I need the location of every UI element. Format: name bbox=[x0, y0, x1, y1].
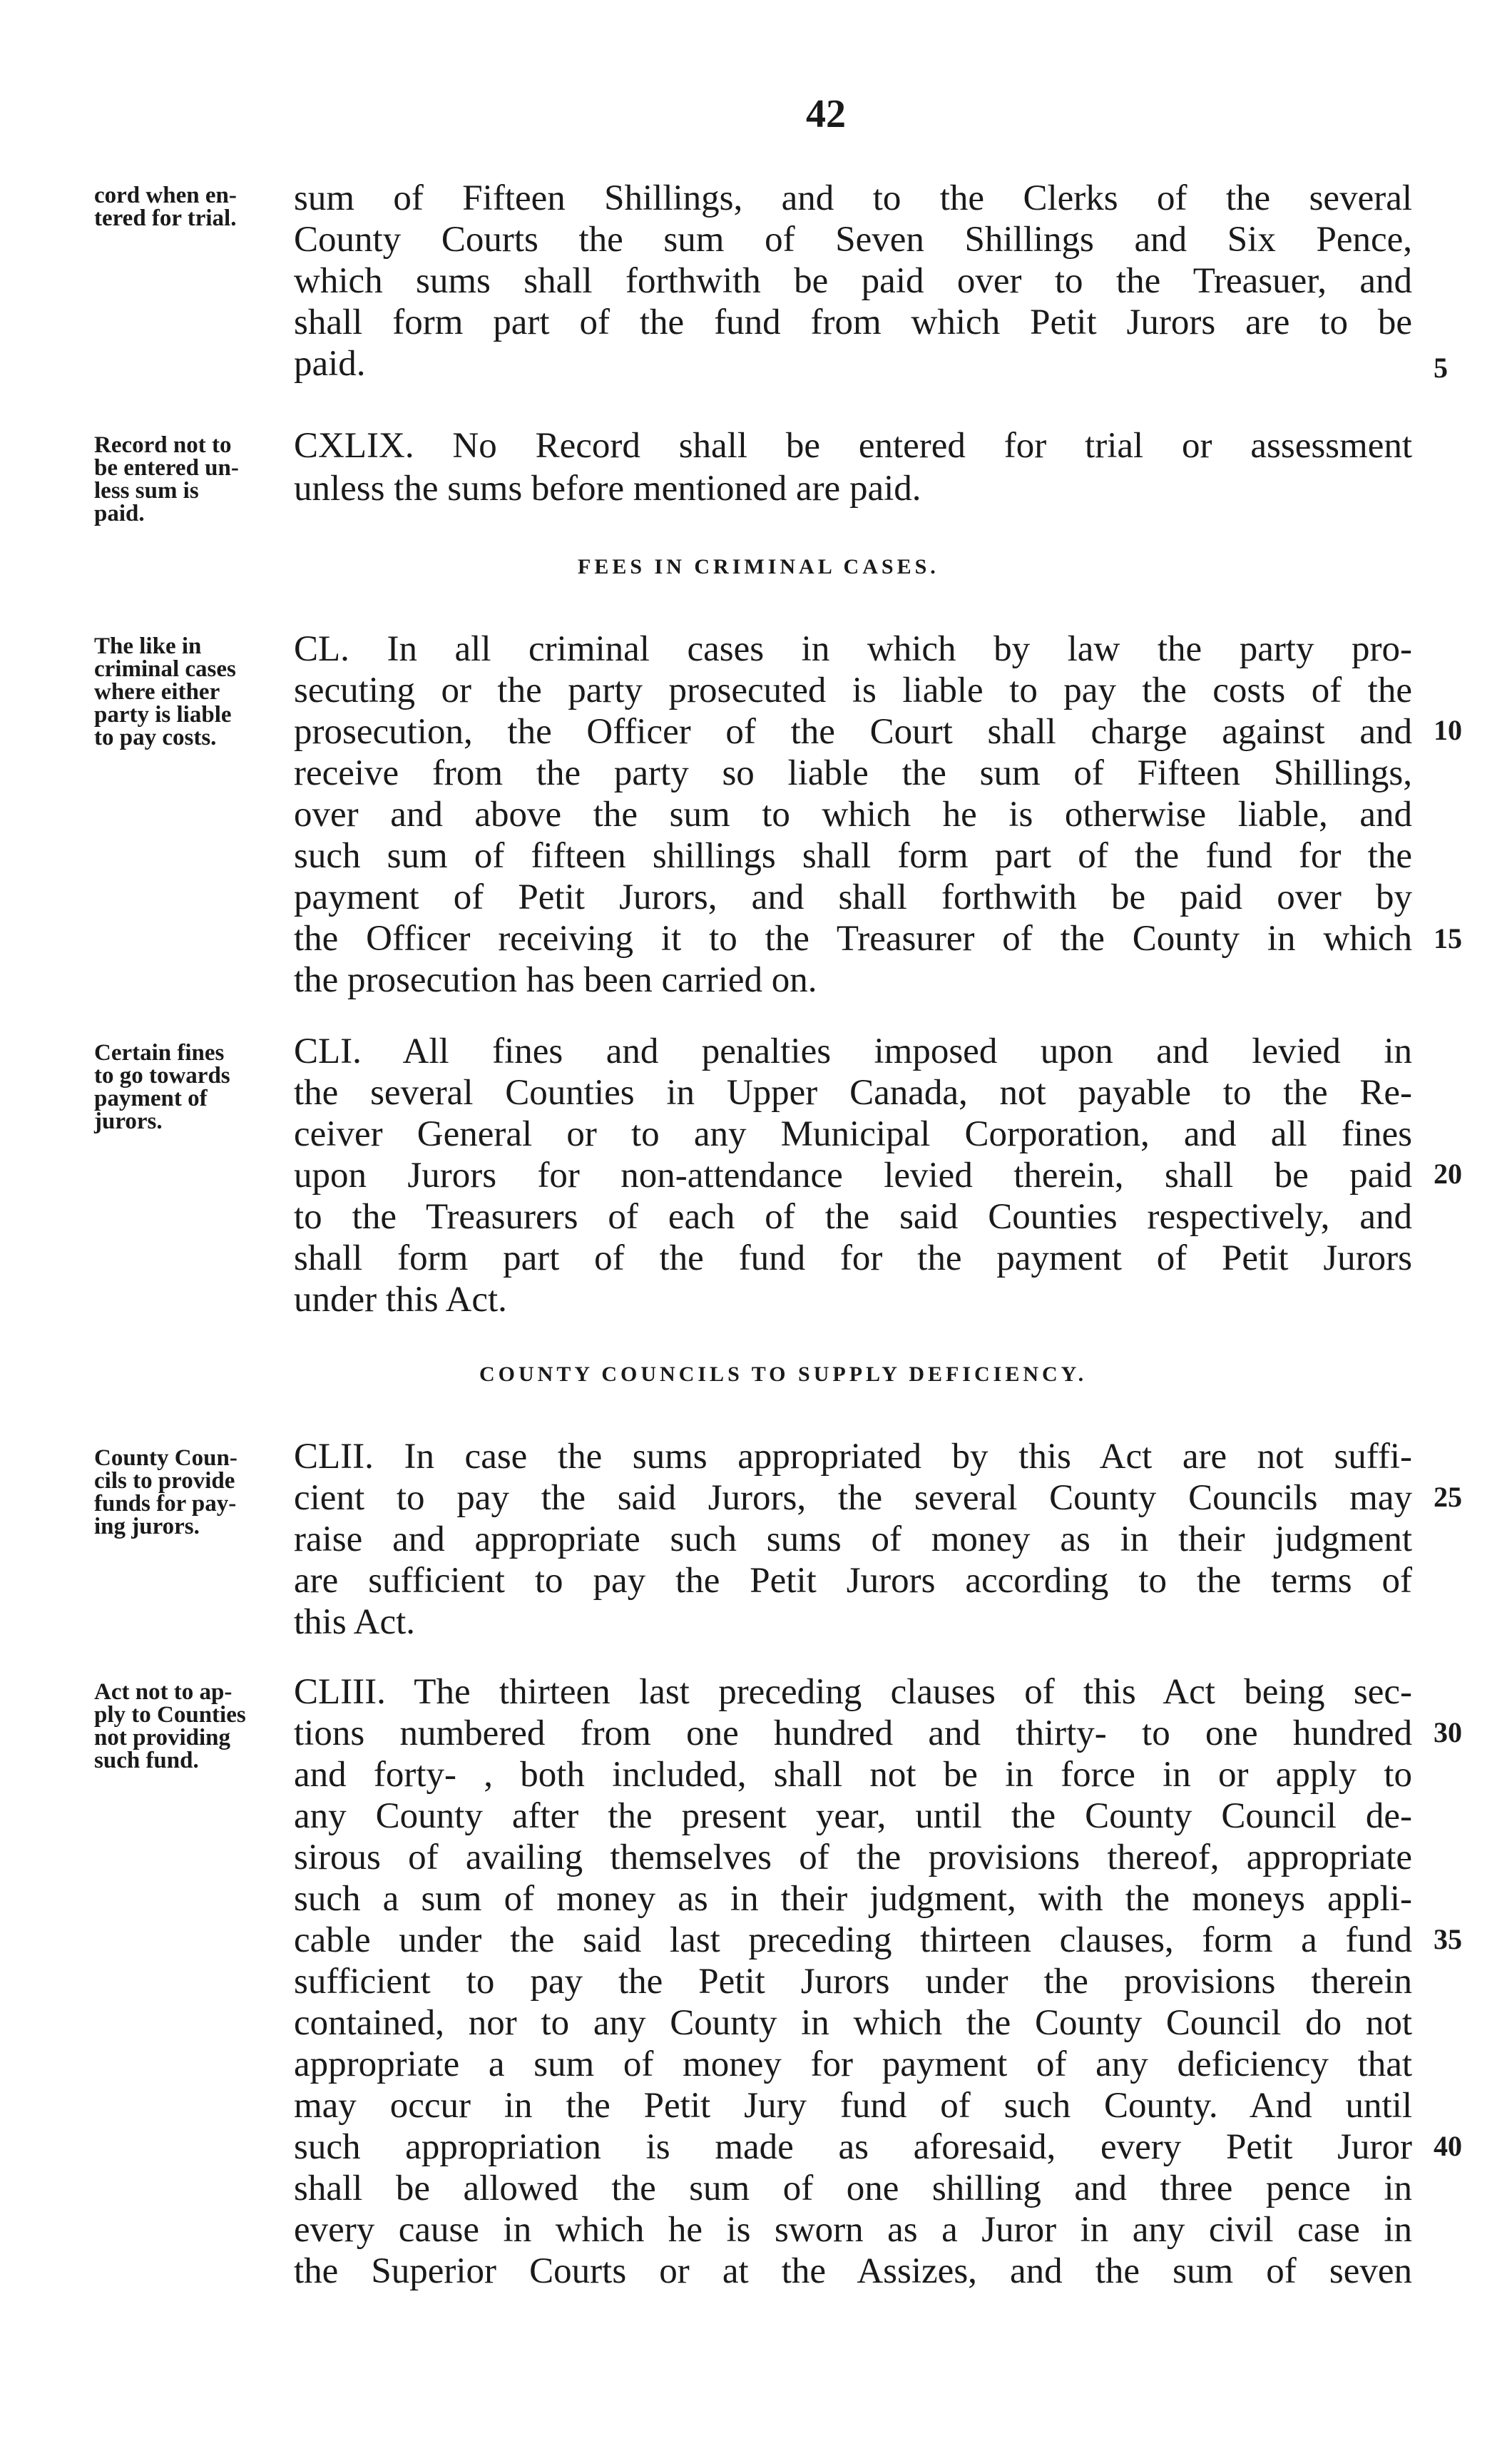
text-line: and forty- , both included, shall not be in force in or apply to bbox=[294, 1755, 1412, 1795]
text-line: tions numbered from one hundred and thirty- to one hundred bbox=[294, 1713, 1412, 1753]
text-line: the several Counties in Upper Canada, not payable to the Re- bbox=[294, 1073, 1412, 1113]
text-line: shall be allowed the sum of one shilling and three pence in bbox=[294, 2169, 1412, 2208]
text-line: such sum of fifteen shillings shall form part of the fund for the bbox=[294, 836, 1412, 876]
text-line: such appropriation is made as aforesaid, every Petit Juror bbox=[294, 2127, 1412, 2167]
line-number: 20 bbox=[1434, 1158, 1462, 1190]
text-line: are sufficient to pay the Petit Jurors according to the terms of bbox=[294, 1561, 1412, 1601]
margin-note-line: cils to provide bbox=[94, 1468, 235, 1494]
text-line: CLIII. The thirteen last preceding clauses of this Act being sec- bbox=[294, 1672, 1412, 1712]
line-number: 30 bbox=[1434, 1716, 1462, 1748]
text-line: upon Jurors for non-attendance levied therein, shall be paid bbox=[294, 1156, 1412, 1196]
text-line: unless the sums before mentioned are paid. bbox=[294, 469, 921, 509]
text-line: cable under the said last preceding thirteen clauses, form a fund bbox=[294, 1920, 1412, 1960]
line-number: 25 bbox=[1434, 1481, 1462, 1513]
text-line: sufficient to pay the Petit Jurors under the provisions therein bbox=[294, 1962, 1412, 2002]
margin-note-line: funds for pay- bbox=[94, 1491, 237, 1517]
text-line: contained, nor to any County in which the County Council do not bbox=[294, 2003, 1412, 2043]
margin-note-line: paid. bbox=[94, 501, 145, 526]
margin-note-line: ply to Counties bbox=[94, 1702, 246, 1728]
margin-note-line: where either bbox=[94, 679, 220, 705]
text-line: shall form part of the fund from which Petit Jurors are to be bbox=[294, 302, 1412, 342]
text-line: cient to pay the said Jurors, the several County Councils may bbox=[294, 1478, 1412, 1518]
margin-note-line: payment of bbox=[94, 1086, 208, 1111]
margin-note-line: Certain fines bbox=[94, 1040, 225, 1066]
text-line: payment of Petit Jurors, and shall forthwith be paid over by bbox=[294, 877, 1412, 917]
text-line: may occur in the Petit Jury fund of such County. And until bbox=[294, 2086, 1412, 2126]
text-line: sum of Fifteen Shillings, and to the Clerks of the several bbox=[294, 178, 1412, 218]
margin-note-line: Record not to bbox=[94, 432, 232, 458]
margin-note-line: The like in bbox=[94, 633, 202, 659]
margin-note-line: cord when en- bbox=[94, 183, 237, 208]
line-number: 40 bbox=[1434, 2130, 1462, 2162]
margin-note-line: County Coun- bbox=[94, 1445, 237, 1471]
margin-note-line: such fund. bbox=[94, 1748, 199, 1773]
text-line: which sums shall forthwith be paid over to the Treasuer, and bbox=[294, 261, 1412, 301]
text-line: CLII. In case the sums appropriated by this Act are not suffi- bbox=[294, 1437, 1412, 1477]
margin-note-line: criminal cases bbox=[94, 656, 236, 682]
text-line: over and above the sum to which he is otherwise liable, and bbox=[294, 795, 1412, 835]
line-number: 5 bbox=[1434, 352, 1448, 384]
text-line: CLI. All fines and penalties imposed upon and levied in bbox=[294, 1031, 1412, 1071]
text-line: the Officer receiving it to the Treasurer of the County in which bbox=[294, 919, 1412, 959]
text-line: the Superior Courts or at the Assizes, and the sum of seven bbox=[294, 2251, 1412, 2291]
text-line: every cause in which he is sworn as a Juror in any civil case in bbox=[294, 2210, 1412, 2250]
text-line: prosecution, the Officer of the Court shall charge against and bbox=[294, 712, 1412, 752]
margin-note-line: less sum is bbox=[94, 478, 199, 504]
text-line: raise and appropriate such sums of money as in their judgment bbox=[294, 1519, 1412, 1559]
text-line: such a sum of money as in their judgment, with the moneys appli- bbox=[294, 1879, 1412, 1919]
text-line: CXLIX. No Record shall be entered for trial or assessment bbox=[294, 426, 1412, 466]
text-line: this Act. bbox=[294, 1602, 416, 1642]
text-line: any County after the present year, until the County Council de- bbox=[294, 1796, 1412, 1836]
page-number: 42 bbox=[806, 92, 846, 136]
margin-note-line: jurors. bbox=[94, 1109, 163, 1134]
line-number: 15 bbox=[1434, 922, 1462, 954]
margin-note-line: party is liable bbox=[94, 702, 232, 728]
line-number: 35 bbox=[1434, 1923, 1462, 1955]
text-line: paid. bbox=[294, 344, 366, 384]
text-line: the prosecution has been carried on. bbox=[294, 960, 817, 1000]
section-heading: COUNTY COUNCILS TO SUPPLY DEFICIENCY. bbox=[479, 1362, 1088, 1386]
line-number: 10 bbox=[1434, 714, 1462, 746]
margin-note-line: Act not to ap- bbox=[94, 1679, 233, 1705]
text-line: appropriate a sum of money for payment of any deficiency that bbox=[294, 2044, 1412, 2084]
margin-note-line: tered for trial. bbox=[94, 205, 237, 231]
margin-note-line: to go towards bbox=[94, 1063, 230, 1089]
margin-note-line: not providing bbox=[94, 1725, 231, 1751]
text-line: shall form part of the fund for the payment of Petit Jurors bbox=[294, 1238, 1412, 1278]
text-line: sirous of availing themselves of the provisions thereof, appropriate bbox=[294, 1838, 1412, 1877]
text-line: under this Act. bbox=[294, 1280, 507, 1320]
section-heading: FEES IN CRIMINAL CASES. bbox=[578, 555, 939, 579]
text-line: CL. In all criminal cases in which by law the party pro- bbox=[294, 629, 1412, 669]
text-line: receive from the party so liable the sum of Fifteen Shillings, bbox=[294, 753, 1412, 793]
text-line: ceiver General or to any Municipal Corporation, and all fines bbox=[294, 1114, 1412, 1154]
text-line: to the Treasurers of each of the said Counties respectively, and bbox=[294, 1197, 1412, 1237]
text-line: County Courts the sum of Seven Shillings and Six Pence, bbox=[294, 220, 1412, 260]
text-line: secuting or the party prosecuted is liable to pay the costs of the bbox=[294, 671, 1412, 710]
margin-note-line: to pay costs. bbox=[94, 725, 217, 750]
margin-note-line: ing jurors. bbox=[94, 1514, 200, 1539]
margin-note-line: be entered un- bbox=[94, 455, 239, 481]
